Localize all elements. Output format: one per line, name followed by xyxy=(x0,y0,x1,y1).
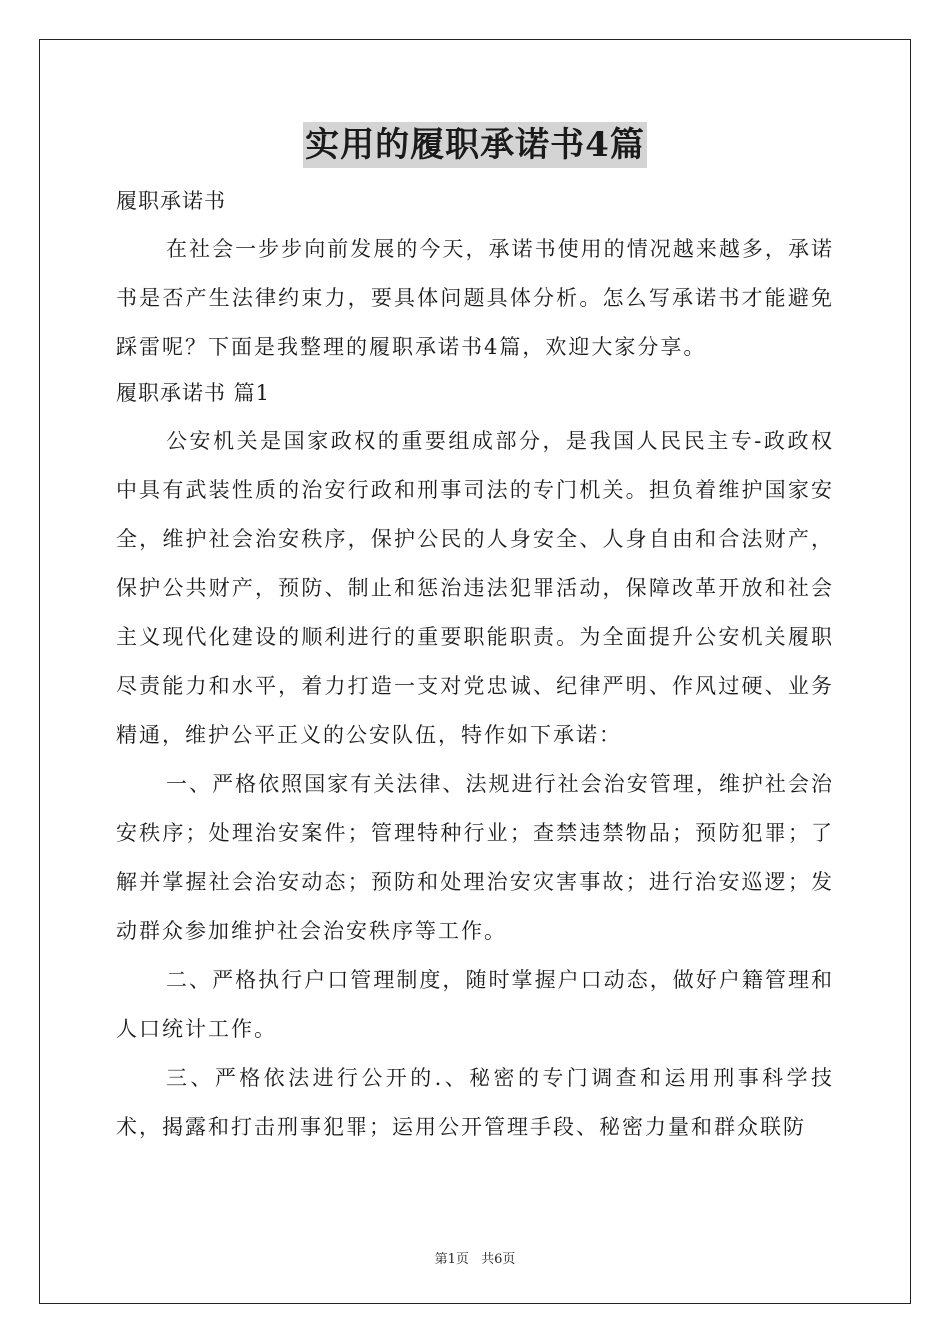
title-container xyxy=(0,122,950,168)
intro-paragraph: 在社会一步步向前发展的今天，承诺书使用的情况越来越多，承诺书是否产生法律约束力，要具体问题具体分析。怎么写承诺书才能避免踩雷呢？下面是我整理的履职承诺书4篇，欢迎大家分享。 xyxy=(116,237,834,359)
page-footer xyxy=(0,1248,950,1267)
page-number: 第1页 xyxy=(434,1252,469,1267)
document-body xyxy=(116,182,834,1152)
document-title: 实用的履职承诺书4篇 xyxy=(303,122,647,168)
article-heading: 履职承诺书 篇1 xyxy=(116,381,271,405)
section-heading: 履职承诺书 xyxy=(116,189,226,213)
page-total: 共6页 xyxy=(481,1252,516,1267)
body-paragraph: 一、严格依照国家有关法律、法规进行社会治安管理，维护社会治安秩序；处理治安案件；管理特种行业；查禁违禁物品；预防犯罪；了解并掌握社会治安动态；预防和处理治安灾害事故；进行治安巡逻；发动群众参加维护社会治安秩序等工作。 xyxy=(116,772,834,943)
body-paragraph: 二、严格执行户口管理制度，随时掌握户口动态，做好户籍管理和人口统计工作。 xyxy=(116,968,834,1041)
body-paragraph: 三、严格依法进行公开的.、秘密的专门调查和运用刑事科学技术，揭露和打击刑事犯罪；运用公开管理手段、秘密力量和群众联防 xyxy=(116,1066,834,1139)
body-paragraph: 公安机关是国家政权的重要组成部分，是我国人民民主专-政政权中具有武装性质的治安行政和刑事司法的专门机关。担负着维护国家安全，维护社会治安秩序，保护公民的人身安全、人身自由和合法财产，保护公共财产，预防、制止和惩治违法犯罪活动，保障改革开放和社会主义现代化建设的顺利进行的重要职能职责。为全面提升公安机关履职尽责能力和水平，着力打造一支对党忠诚、纪律严明、作风过硬、业务精通，维护公平正义的公安队伍，特作如下承诺： xyxy=(116,429,834,747)
